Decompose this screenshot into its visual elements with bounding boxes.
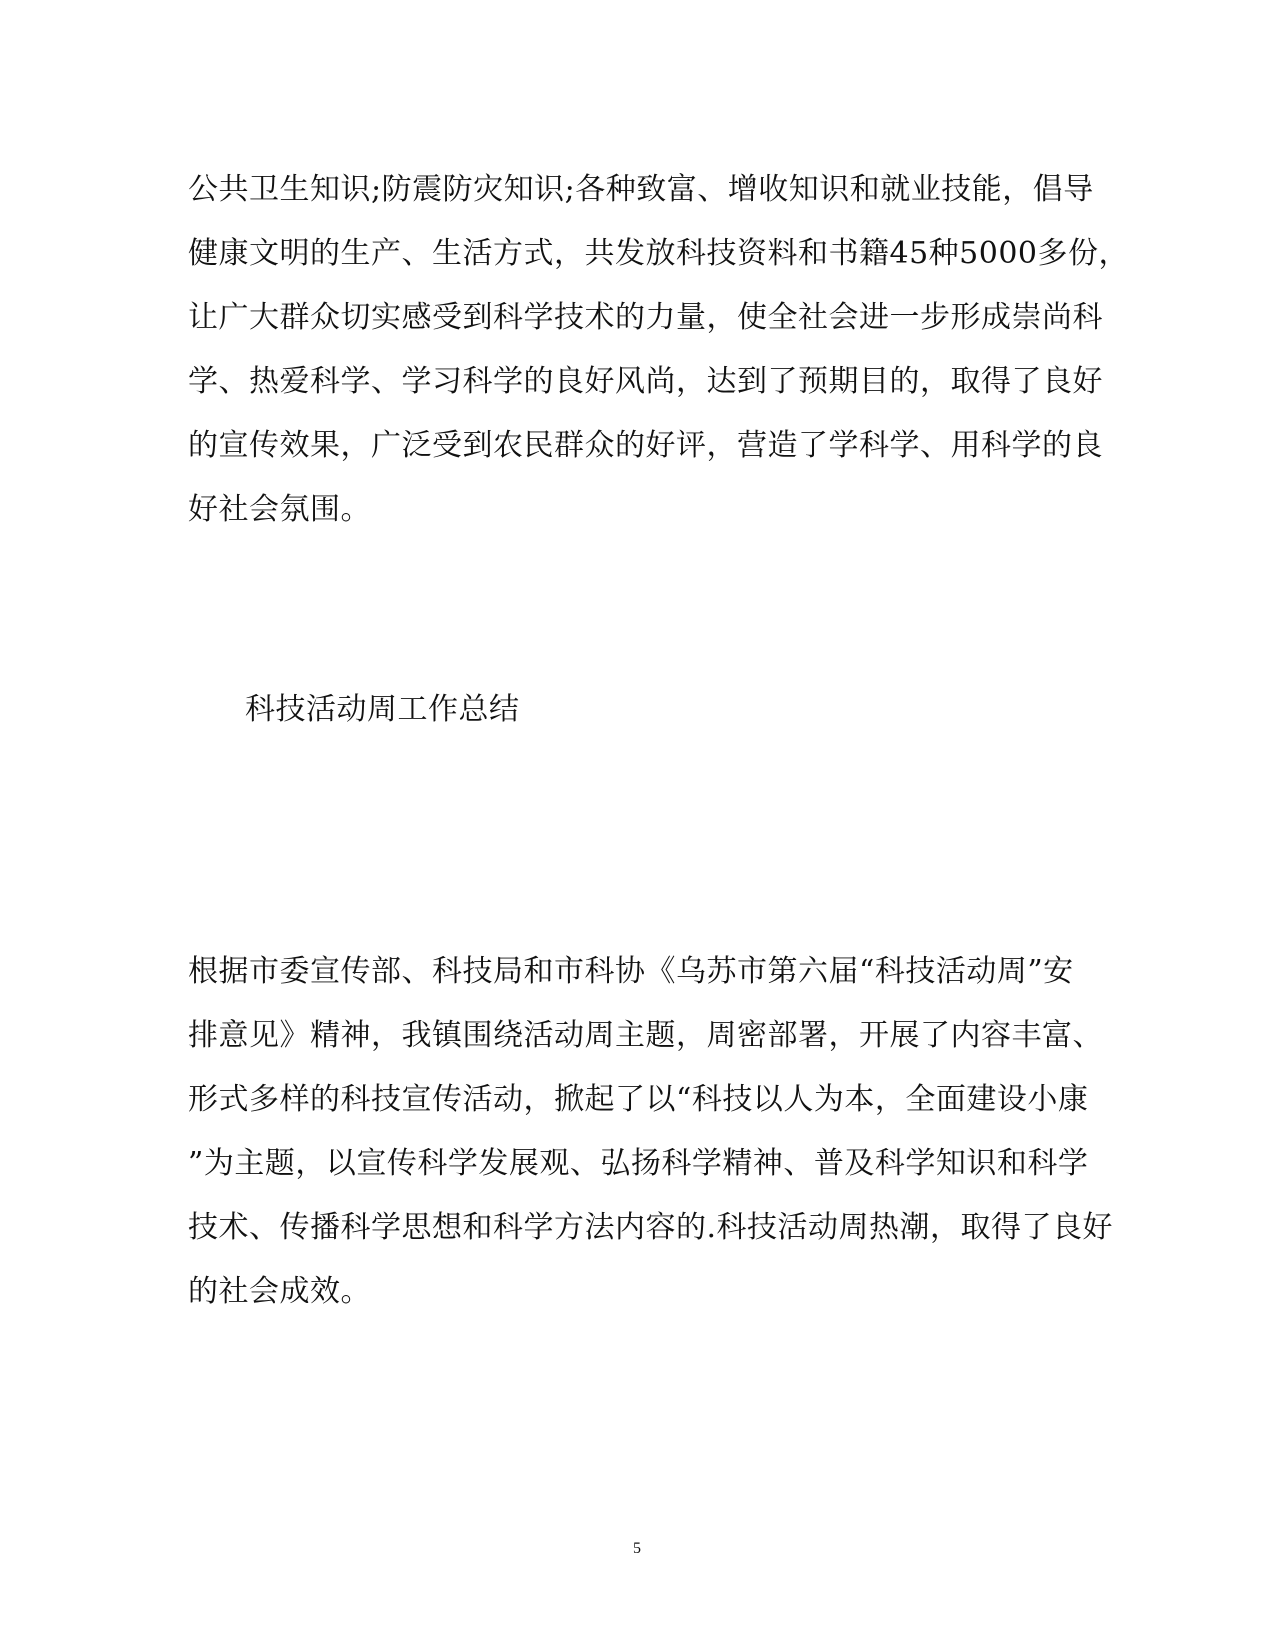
section-heading bbox=[245, 678, 1145, 742]
paragraph-line: 形式多样的科技宣传活动，掀起了以“科技以人为本，全面建设小康 bbox=[188, 1082, 1089, 1117]
paragraph-line: 让广大群众切实感受到科学技术的力量，使全社会进一步形成崇尚科 bbox=[188, 300, 1103, 335]
paragraph-line: 的社会成效。 bbox=[188, 1274, 371, 1309]
paragraph-line: 根据市委宣传部、科技局和市科协《乌苏市第六届“科技活动周”安 bbox=[188, 954, 1074, 989]
paragraph-line: ”为主题，以宣传科学发展观、弘扬科学精神、普及科学知识和科学 bbox=[188, 1146, 1089, 1181]
page-number: 5 bbox=[633, 1540, 641, 1557]
paragraph-1 bbox=[188, 158, 1130, 542]
paragraph-line: 公共卫生知识;防震防灾知识;各种致富、增收知识和就业技能，倡导 bbox=[188, 172, 1094, 207]
paragraph-line: 排意见》精神，我镇围绕活动周主题，周密部署，开展了内容丰富、 bbox=[188, 1018, 1103, 1053]
paragraph-line: 好社会氛围。 bbox=[188, 492, 371, 527]
section-heading-text: 科技活动周工作总结 bbox=[245, 692, 520, 727]
paragraph-line: 健康文明的生产、生活方式，共发放科技资料和书籍45种5000多份， bbox=[188, 236, 1130, 271]
paragraph-2 bbox=[188, 940, 1114, 1324]
paragraph-line: 的宣传效果，广泛受到农民群众的好评，营造了学科学、用科学的良 bbox=[188, 428, 1103, 463]
paragraph-line: 技术、传播科学思想和科学方法内容的.科技活动周热潮，取得了良好 bbox=[188, 1210, 1114, 1245]
paragraph-line: 学、热爱科学、学习科学的良好风尚，达到了预期目的，取得了良好 bbox=[188, 364, 1103, 399]
